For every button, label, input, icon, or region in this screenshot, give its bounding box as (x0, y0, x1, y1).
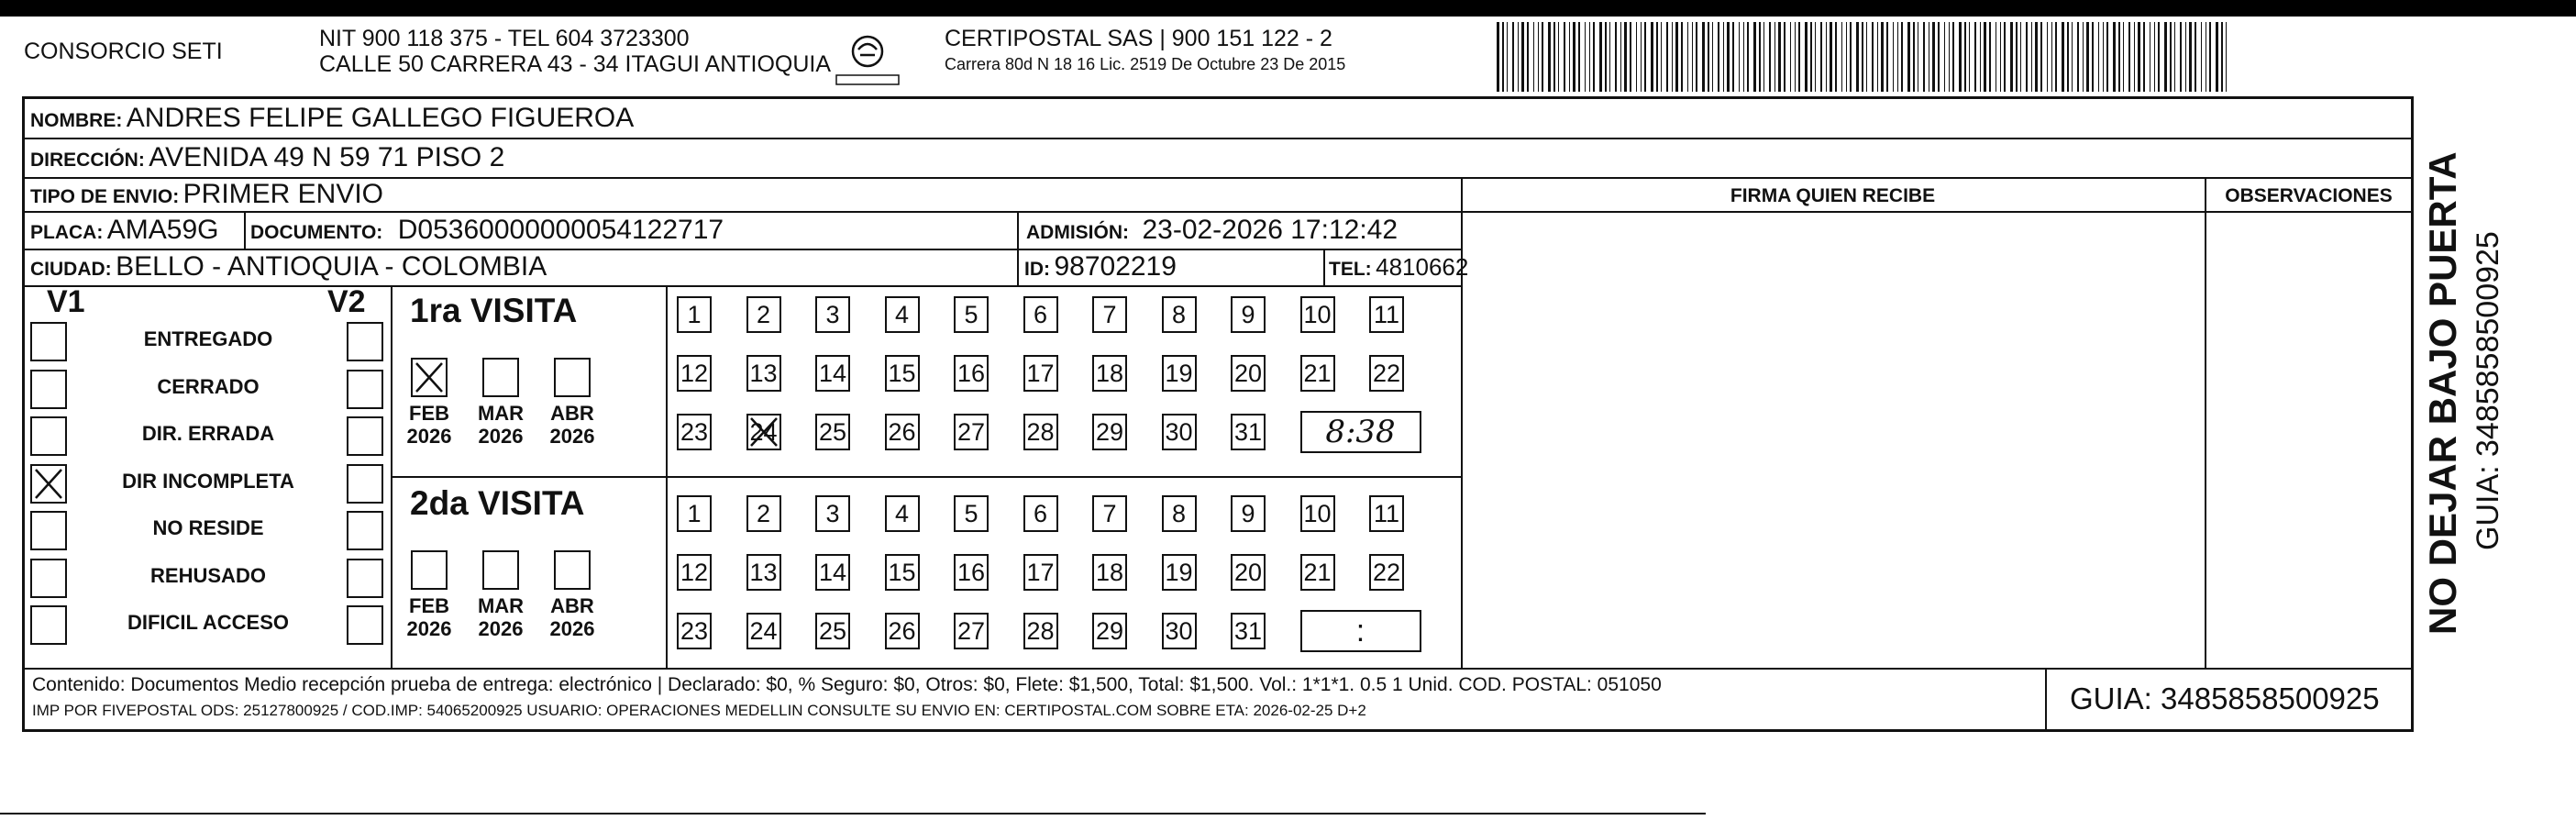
license-line: Carrera 80d N 18 16 Lic. 2519 De Octubre 23 De 2015 (945, 55, 1346, 73)
barcode-bar (1739, 22, 1740, 92)
day-box[interactable]: 5 (954, 296, 989, 333)
id-value: 98702219 (1054, 251, 1177, 282)
day-box[interactable]: 12 (677, 355, 712, 392)
month-year: 2026 (549, 425, 595, 448)
barcode-bar (1743, 22, 1744, 92)
barcode-bar (1850, 22, 1852, 92)
barcode-bar (1841, 22, 1842, 92)
day-box[interactable]: 11 (1369, 495, 1404, 532)
observaciones-header: OBSERVACIONES (2225, 185, 2393, 206)
barcode-bar (2170, 22, 2172, 92)
v1-checkbox[interactable] (30, 605, 67, 645)
admision-row (1026, 215, 1398, 250)
month-checkbox[interactable] (482, 550, 519, 590)
admision-value: 23-02-2026 17:12:42 (1142, 215, 1399, 245)
barcode-bar (1810, 22, 1812, 92)
status-label: NO RESIDE (152, 516, 264, 539)
documento-row (250, 215, 724, 250)
id-row (1024, 251, 1177, 287)
day-box[interactable]: 27 (954, 414, 989, 450)
day-box[interactable]: 30 (1162, 613, 1197, 649)
nombre-value: ANDRES FELIPE GALLEGO FIGUEROA (126, 103, 635, 133)
month-label: FEB (409, 594, 449, 617)
tel-row (1329, 251, 1468, 287)
day-box[interactable]: 22 (1369, 355, 1404, 392)
day-box[interactable]: 13 (746, 554, 781, 591)
barcode-bar (2040, 22, 2042, 92)
barcode-bar (1753, 22, 1756, 92)
day-box[interactable]: 12 (677, 554, 712, 591)
v1-checkbox[interactable] (30, 559, 67, 598)
day-box[interactable]: 26 (885, 613, 920, 649)
v2-checkbox[interactable] (347, 605, 383, 645)
barcode-bar (1636, 22, 1637, 92)
barcode-bar (2180, 22, 2182, 92)
barcode-bar (2174, 22, 2175, 92)
barcode-bar (1712, 22, 1713, 92)
placa-value: AMA59G (106, 215, 219, 245)
day-box[interactable]: 21 (1300, 554, 1335, 591)
tipo-envio-label: TIPO DE ENVIO: (30, 186, 180, 207)
barcode-bar (2128, 22, 2130, 92)
top-edge-bar (0, 0, 2576, 17)
day-box[interactable]: 4 (885, 296, 920, 333)
first-visit-time[interactable]: 8:38 (1300, 411, 1421, 453)
v1-checkbox[interactable] (30, 511, 67, 550)
month-label: MAR (477, 402, 525, 425)
barcode-bar (1932, 22, 1935, 92)
day-box[interactable]: 20 (1231, 355, 1266, 392)
day-box[interactable]: 11 (1369, 296, 1404, 333)
barcode-bar (1687, 22, 1688, 92)
barcode-bar (2000, 22, 2001, 92)
day-box[interactable]: 13 (746, 355, 781, 392)
barcode-bar (1708, 22, 1709, 92)
barcode-bar (1589, 22, 1590, 92)
barcode-bar (1661, 22, 1662, 92)
direccion-value: AVENIDA 49 N 59 71 PISO 2 (149, 142, 505, 172)
barcode-bar (1901, 22, 1903, 92)
day-box[interactable]: 15 (885, 554, 920, 591)
barcode-bar (1527, 22, 1529, 92)
barcode-bar (1518, 22, 1519, 92)
nombre-label: NOMBRE: (30, 110, 123, 131)
month-year: 2026 (478, 617, 524, 640)
barcode-bar (2134, 22, 2135, 92)
barcode-bar (2138, 22, 2140, 92)
barcode-bar (1872, 22, 1874, 92)
barcode-bar (1974, 22, 1976, 92)
barcode-bar (2026, 22, 2028, 92)
day-box[interactable]: 3 (815, 296, 850, 333)
day-box[interactable]: 30 (1162, 414, 1197, 450)
barcode-bar (1969, 22, 1970, 92)
day-box[interactable]: 14 (815, 355, 850, 392)
barcode-bar (2086, 22, 2089, 92)
certipostal-logo (831, 29, 904, 88)
barcode-bar (1675, 22, 1678, 92)
barcode-bar (1641, 22, 1642, 92)
day-box[interactable]: 31 (1231, 414, 1266, 450)
barcode-bar (1984, 22, 1986, 92)
barcode-bar (1820, 22, 1822, 92)
barcode-bar (1630, 22, 1631, 92)
day-box[interactable]: 25 (815, 613, 850, 649)
placa-row (30, 215, 219, 250)
day-box[interactable]: 23 (677, 613, 712, 649)
barcode-bar (1666, 22, 1668, 92)
barcode-bar (1938, 22, 1940, 92)
barcode-bar (2055, 22, 2057, 92)
day-box[interactable]: 4 (885, 495, 920, 532)
status-label: REHUSADO (150, 563, 266, 587)
day-box[interactable]: 8 (1162, 296, 1197, 333)
barcode-bar (1952, 22, 1954, 92)
barcode-bar (2106, 22, 2108, 92)
day-box[interactable]: 9 (1231, 296, 1266, 333)
day-box[interactable]: 22 (1369, 554, 1404, 591)
barcode-bar (2164, 22, 2167, 92)
status-label: ENTREGADO (143, 327, 273, 350)
barcode-bar (1718, 22, 1719, 92)
barcode-bar (1964, 22, 1966, 92)
barcode-bar (1798, 22, 1800, 92)
direccion-label: DIRECCIÓN: (30, 150, 145, 171)
day-box[interactable]: 19 (1162, 554, 1197, 591)
day-box[interactable]: 25 (815, 414, 850, 450)
address-line: CALLE 50 CARRERA 43 - 34 ITAGUI ANTIOQUIA (319, 51, 832, 77)
status-label: CERRADO (157, 374, 260, 398)
day-box[interactable]: 21 (1300, 355, 1335, 392)
barcode-bar (2004, 22, 2006, 92)
barcode-bar (1886, 22, 1888, 92)
status-label: DIFICIL ACCESO (127, 611, 289, 634)
barcode-bar (2083, 22, 2084, 92)
barcode-bar (2221, 22, 2223, 92)
first-visit-title: 1ra VISITA (410, 292, 578, 329)
day-box[interactable]: 29 (1092, 613, 1127, 649)
barcode-bar (2010, 22, 2013, 92)
admision-label: ADMISIÓN: (1026, 222, 1129, 243)
barcode-bar (1877, 22, 1878, 92)
month-checkbox[interactable] (411, 550, 448, 590)
ciudad-value: BELLO - ANTIOQUIA - COLOMBIA (116, 251, 547, 282)
day-box[interactable]: 14 (815, 554, 850, 591)
ciudad-label: CIUDAD: (30, 259, 112, 280)
barcode-bar (1507, 22, 1508, 92)
barcode-bar (2035, 22, 2038, 92)
day-box[interactable]: 26 (885, 414, 920, 450)
barcode-bar (2092, 22, 2094, 92)
day-box[interactable]: 6 (1023, 495, 1058, 532)
month-year: 2026 (406, 425, 452, 448)
barcode-bar (1564, 22, 1565, 92)
v2-checkbox[interactable] (347, 559, 383, 598)
barcode-bar (1512, 22, 1514, 92)
barcode-bar (1732, 22, 1734, 92)
day-box[interactable]: 29 (1092, 414, 1127, 450)
barcode-bar (1826, 22, 1827, 92)
barcode-bar (2098, 22, 2099, 92)
barcode (1497, 22, 2230, 92)
day-box[interactable]: 15 (885, 355, 920, 392)
barcode-bar (1723, 22, 1724, 92)
barcode-bar (1672, 22, 1673, 92)
barcode-bar (1790, 22, 1791, 92)
barcode-bar (1862, 22, 1863, 92)
v2-checkbox[interactable] (347, 416, 383, 456)
day-box[interactable]: 17 (1023, 554, 1058, 591)
v2-header: V2 (327, 284, 366, 319)
barcode-bar (1759, 22, 1761, 92)
day-box[interactable]: 9 (1231, 495, 1266, 532)
company-name: CONSORCIO SETI (24, 39, 223, 64)
status-label: DIR INCOMPLETA (122, 469, 294, 493)
day-box[interactable]: 19 (1162, 355, 1197, 392)
v1-checkbox[interactable] (30, 322, 67, 361)
day-box[interactable]: 28 (1023, 414, 1058, 450)
barcode-bar (2113, 22, 2116, 92)
barcode-bar (1856, 22, 1859, 92)
barcode-bar (1533, 22, 1534, 92)
documento-value: D05360000000054122717 (397, 215, 724, 245)
direccion-row (30, 142, 504, 178)
barcode-bar (1497, 22, 1499, 92)
day-box[interactable]: 18 (1092, 355, 1127, 392)
barcode-bar (1624, 22, 1627, 92)
day-box[interactable]: 24 (746, 414, 781, 450)
barcode-bar (1502, 22, 1504, 92)
barcode-bar (2072, 22, 2073, 92)
tel-label: TEL: (1329, 259, 1372, 280)
barcode-bar (1605, 22, 1607, 92)
barcode-bar (2031, 22, 2032, 92)
barcode-bar (1681, 22, 1683, 92)
month-label: ABR (550, 594, 594, 617)
id-label: ID: (1024, 259, 1050, 280)
footer-line-1: Contenido: Documentos Medio recepción prueba de entrega: electrónico | Declarado: $0, % Seguro: $0, Otros: $0, Flete: $1,500, Total: $1,500. Vol.: 1*1*1. 0.5 1 Unid. COD. POSTAL: 051050 (32, 674, 1662, 695)
day-box[interactable]: 10 (1300, 296, 1335, 333)
nombre-row (30, 103, 634, 139)
barcode-bar (1949, 22, 1950, 92)
barcode-bar (1727, 22, 1730, 92)
month-label: FEB (409, 402, 449, 425)
barcode-bar (1620, 22, 1621, 92)
day-box[interactable]: 2 (746, 495, 781, 532)
v2-checkbox[interactable] (347, 464, 383, 504)
month-year: 2026 (549, 617, 595, 640)
barcode-bar (1907, 22, 1910, 92)
barcode-bar (1644, 22, 1646, 92)
barcode-bar (1651, 22, 1653, 92)
day-box[interactable]: 2 (746, 296, 781, 333)
barcode-bar (1656, 22, 1658, 92)
v2-checkbox[interactable] (347, 370, 383, 409)
v1-checkbox[interactable] (30, 464, 67, 504)
month-label: MAR (477, 594, 525, 617)
barcode-bar (1585, 22, 1586, 92)
barcode-bar (2158, 22, 2160, 92)
no-dejar-notice: NO DEJAR BAJO PUERTA (2421, 151, 2464, 635)
barcode-bar (1959, 22, 1962, 92)
tipo-envio-row (30, 179, 383, 215)
month-checkbox[interactable] (554, 550, 591, 590)
side-guia: GUIA: 3485858500925 (2471, 231, 2505, 550)
barcode-bar (1538, 22, 1539, 92)
barcode-bar (2216, 22, 2218, 92)
barcode-bar (1795, 22, 1796, 92)
month-checkbox[interactable] (554, 358, 591, 397)
barcode-bar (1696, 22, 1697, 92)
day-box[interactable]: 10 (1300, 495, 1335, 532)
barcode-bar (1923, 22, 1925, 92)
barcode-bar (1897, 22, 1898, 92)
day-box[interactable]: 1 (677, 296, 712, 333)
month-checkbox[interactable] (411, 358, 448, 397)
barcode-bar (1573, 22, 1575, 92)
day-box[interactable]: 7 (1092, 495, 1127, 532)
barcode-bar (1692, 22, 1693, 92)
day-box[interactable]: 8 (1162, 495, 1197, 532)
barcode-bar (2103, 22, 2104, 92)
day-box[interactable]: 23 (677, 414, 712, 450)
barcode-bar (2123, 22, 2124, 92)
barcode-bar (1881, 22, 1884, 92)
certipostal-line: CERTIPOSTAL SAS | 900 151 122 - 2 (945, 26, 1332, 51)
day-box[interactable]: 3 (815, 495, 850, 532)
barcode-bar (2226, 22, 2227, 92)
barcode-bar (2189, 22, 2192, 92)
day-box[interactable]: 16 (954, 355, 989, 392)
tipo-envio-value: PRIMER ENVIO (182, 179, 384, 209)
footer-line-2: IMP POR FIVEPOSTAL ODS: 25127800925 / COD.IMP: 54065200925 USUARIO: OPERACIONES MEDELLIN CONSULTE SU ENVIO EN: CERTIPOSTAL.COM SOBRE ETA: 2026-02-25 D+2 (32, 702, 1366, 719)
barcode-bar (1846, 22, 1847, 92)
barcode-bar (2118, 22, 2120, 92)
barcode-bar (1763, 22, 1764, 92)
barcode-bar (1609, 22, 1610, 92)
barcode-bar (1553, 22, 1555, 92)
v1-checkbox[interactable] (30, 370, 67, 409)
v1-checkbox[interactable] (30, 416, 67, 456)
barcode-bar (1866, 22, 1867, 92)
barcode-bar (1542, 22, 1543, 92)
barcode-bar (1769, 22, 1771, 92)
day-box[interactable]: 7 (1092, 296, 1127, 333)
month-label: ABR (550, 402, 594, 425)
barcode-bar (2020, 22, 2021, 92)
day-box[interactable]: 6 (1023, 296, 1058, 333)
day-box[interactable]: 5 (954, 495, 989, 532)
barcode-bar (1815, 22, 1816, 92)
barcode-bar (1989, 22, 1991, 92)
day-box[interactable]: 17 (1023, 355, 1058, 392)
v2-checkbox[interactable] (347, 511, 383, 550)
day-box[interactable]: 28 (1023, 613, 1058, 649)
barcode-bar (2185, 22, 2186, 92)
barcode-bar (2051, 22, 2052, 92)
footer-guia: GUIA: 3485858500925 (2070, 681, 2380, 715)
barcode-bar (1784, 22, 1786, 92)
barcode-bar (2209, 22, 2211, 92)
bottom-rule (0, 813, 1706, 814)
barcode-bar (1778, 22, 1781, 92)
status-label: DIR. ERRADA (141, 422, 275, 445)
barcode-bar (1944, 22, 1945, 92)
firma-header: FIRMA QUIEN RECIBE (1730, 185, 1936, 206)
barcode-bar (1747, 22, 1749, 92)
nit-line: NIT 900 118 375 - TEL 604 3723300 (319, 26, 690, 51)
v2-checkbox[interactable] (347, 322, 383, 361)
barcode-bar (1569, 22, 1570, 92)
barcode-bar (1593, 22, 1595, 92)
barcode-bar (1774, 22, 1775, 92)
barcode-bar (1913, 22, 1915, 92)
barcode-bar (1615, 22, 1617, 92)
day-box[interactable]: 20 (1231, 554, 1266, 591)
barcode-bar (2067, 22, 2069, 92)
barcode-bar (1558, 22, 1559, 92)
day-box[interactable]: 16 (954, 554, 989, 591)
barcode-bar (2201, 22, 2202, 92)
placa-label: PLACA: (30, 222, 104, 243)
barcode-bar (2154, 22, 2155, 92)
barcode-bar (2016, 22, 2018, 92)
barcode-bar (1893, 22, 1894, 92)
tel-value: 4810662 (1376, 253, 1469, 281)
documento-label: DOCUMENTO: (250, 222, 383, 243)
barcode-bar (2077, 22, 2079, 92)
v1-header: V1 (47, 284, 85, 319)
barcode-bar (1980, 22, 1981, 92)
form-frame (22, 96, 2414, 732)
barcode-bar (1702, 22, 1705, 92)
barcode-bar (2062, 22, 2064, 92)
second-visit-title: 2da VISITA (410, 484, 585, 522)
barcode-bar (1805, 22, 1808, 92)
barcode-bar (2195, 22, 2196, 92)
barcode-bar (2143, 22, 2145, 92)
day-box[interactable]: 1 (677, 495, 712, 532)
barcode-bar (1578, 22, 1580, 92)
second-visit-time[interactable]: : (1300, 610, 1421, 652)
barcode-bar (1830, 22, 1832, 92)
day-box[interactable]: 31 (1231, 613, 1266, 649)
day-box[interactable]: 27 (954, 613, 989, 649)
barcode-bar (1599, 22, 1602, 92)
month-year: 2026 (406, 617, 452, 640)
month-year: 2026 (478, 425, 524, 448)
barcode-bar (1521, 22, 1524, 92)
day-box[interactable]: 24 (746, 613, 781, 649)
day-box[interactable]: 18 (1092, 554, 1127, 591)
barcode-bar (2047, 22, 2048, 92)
ciudad-row (30, 251, 547, 287)
month-checkbox[interactable] (482, 358, 519, 397)
barcode-bar (1548, 22, 1551, 92)
barcode-bar (1835, 22, 1837, 92)
